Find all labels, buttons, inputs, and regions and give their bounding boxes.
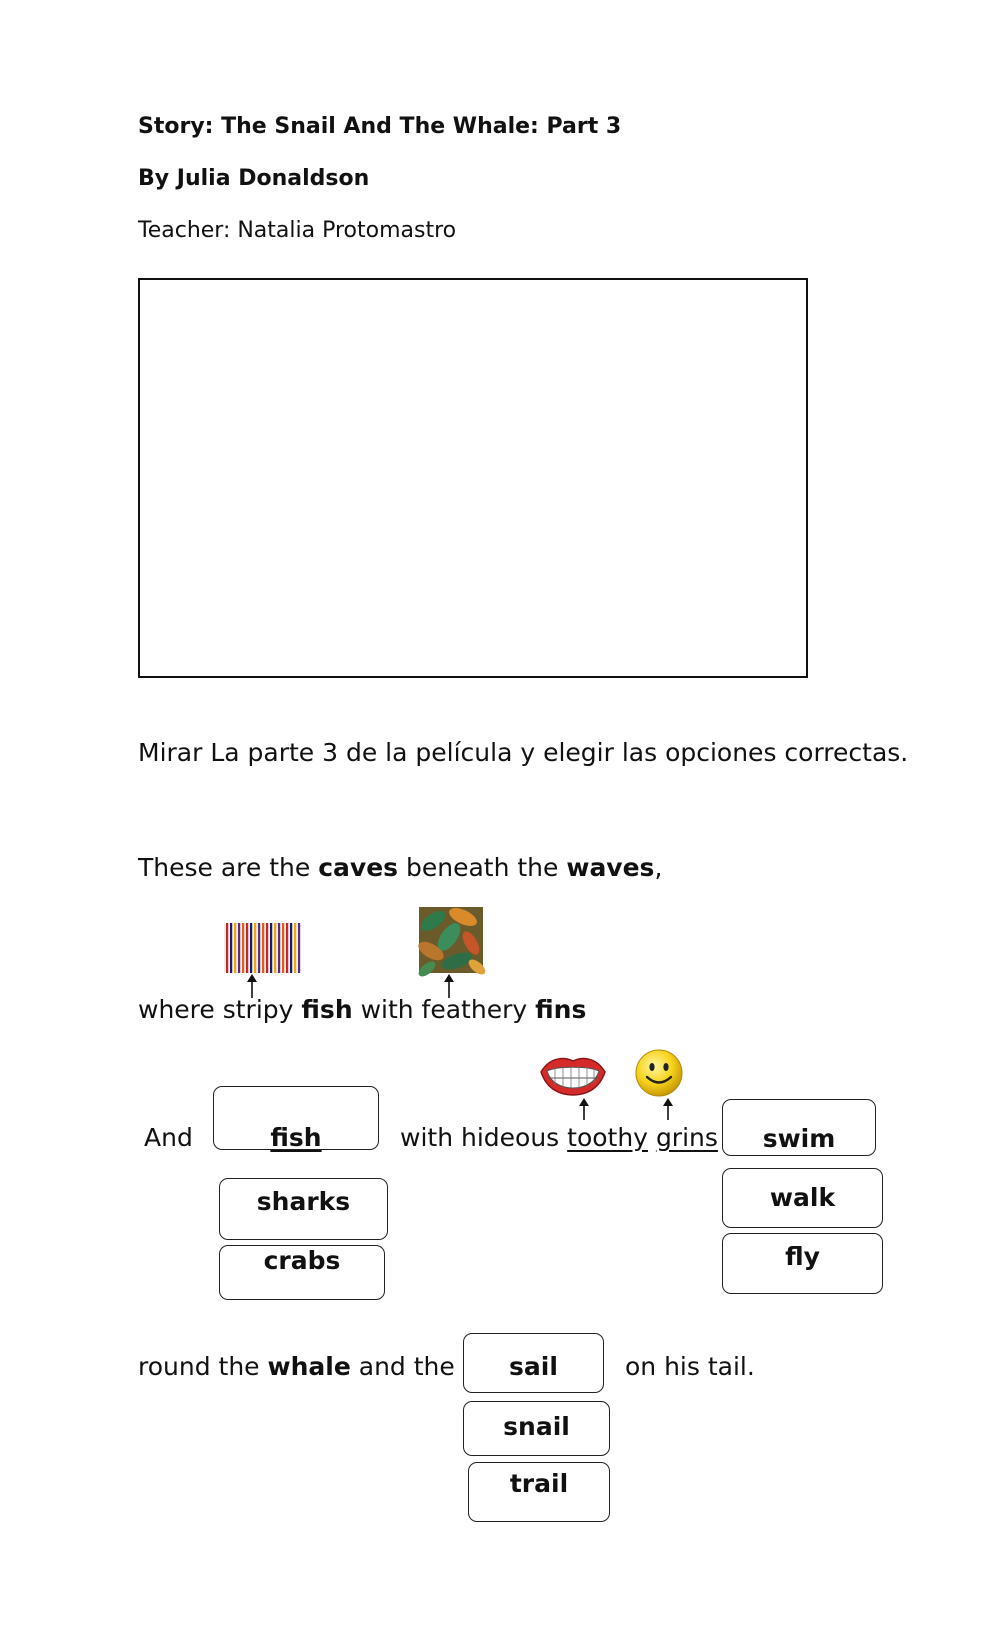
choice-snail[interactable] xyxy=(463,1401,610,1456)
stripe xyxy=(286,923,288,973)
stripe xyxy=(270,923,272,973)
keyword-fins: fins xyxy=(535,995,587,1024)
choice-label: fish xyxy=(270,1123,322,1152)
stripe xyxy=(242,923,244,973)
verse-text xyxy=(648,1123,656,1152)
choice-label: sharks xyxy=(256,1187,351,1216)
word-grins: grins xyxy=(655,1123,718,1152)
stripe xyxy=(266,923,268,973)
stripe xyxy=(226,923,228,973)
author-line: By Julia Donaldson xyxy=(138,166,370,191)
choice-label: trail xyxy=(509,1469,569,1498)
stripe xyxy=(294,923,296,973)
keyword-fish: fish xyxy=(301,995,353,1024)
choice-label: sail xyxy=(509,1352,558,1381)
choice-label: walk xyxy=(769,1183,836,1212)
choice-walk[interactable] xyxy=(722,1168,883,1228)
story-title: Story: The Snail And The Whale: Part 3 xyxy=(138,114,622,139)
stripes-image xyxy=(224,923,300,973)
stripe xyxy=(250,923,252,973)
instruction-text: Mirar La parte 3 de la película y elegir las opciones correctas. xyxy=(138,738,909,767)
keyword-waves: waves xyxy=(566,853,655,882)
verse-text: and the xyxy=(350,1352,455,1381)
stripe xyxy=(282,923,284,973)
choice-label: fly xyxy=(785,1242,820,1271)
verse-text: These are the xyxy=(138,853,319,882)
feathers-image xyxy=(419,907,483,973)
arrow-icon xyxy=(662,1098,674,1120)
word-toothy: toothy xyxy=(567,1123,648,1152)
stripe xyxy=(234,923,236,973)
stripe xyxy=(298,923,300,973)
verse-text: beneath the xyxy=(398,853,567,882)
choice-swim[interactable] xyxy=(722,1099,876,1156)
verse-line-2 xyxy=(138,995,586,1024)
choice-label: crabs xyxy=(263,1246,341,1275)
stripe xyxy=(230,923,232,973)
choice-label: swim xyxy=(762,1124,836,1153)
verse-text: with feathery xyxy=(352,995,536,1024)
verse-line-4-end: on his tail. xyxy=(625,1352,755,1381)
choice-label: snail xyxy=(503,1412,570,1441)
verse-line-3-end xyxy=(400,1123,718,1152)
choice-sharks[interactable] xyxy=(219,1178,388,1240)
keyword-whale: whale xyxy=(267,1352,351,1381)
video-frame[interactable] xyxy=(138,278,808,678)
verse-line-1 xyxy=(138,853,662,882)
stripe xyxy=(258,923,260,973)
keyword-caves: caves xyxy=(318,853,399,882)
stripe xyxy=(254,923,256,973)
stripe xyxy=(246,923,248,973)
choice-trail[interactable] xyxy=(468,1462,610,1522)
teeth-mouth-icon xyxy=(539,1054,607,1096)
verse-text: where stripy xyxy=(138,995,302,1024)
choice-fly[interactable] xyxy=(722,1233,883,1294)
verse-punct: , xyxy=(654,853,663,882)
stripe xyxy=(278,923,280,973)
verse-text: round the xyxy=(138,1352,268,1381)
stripe xyxy=(290,923,292,973)
verse-line-4-start xyxy=(138,1352,455,1381)
stripe xyxy=(238,923,240,973)
choice-fish[interactable] xyxy=(213,1086,379,1150)
verse-line-3-start: And xyxy=(144,1123,193,1152)
choice-sail[interactable] xyxy=(463,1333,604,1393)
choice-crabs[interactable] xyxy=(219,1245,385,1300)
smiley-face-icon xyxy=(634,1048,684,1098)
verse-text: with hideous xyxy=(400,1123,568,1152)
stripe xyxy=(262,923,264,973)
arrow-icon xyxy=(578,1098,590,1120)
teacher-line: Teacher: Natalia Protomastro xyxy=(138,218,457,243)
stripe xyxy=(274,923,276,973)
